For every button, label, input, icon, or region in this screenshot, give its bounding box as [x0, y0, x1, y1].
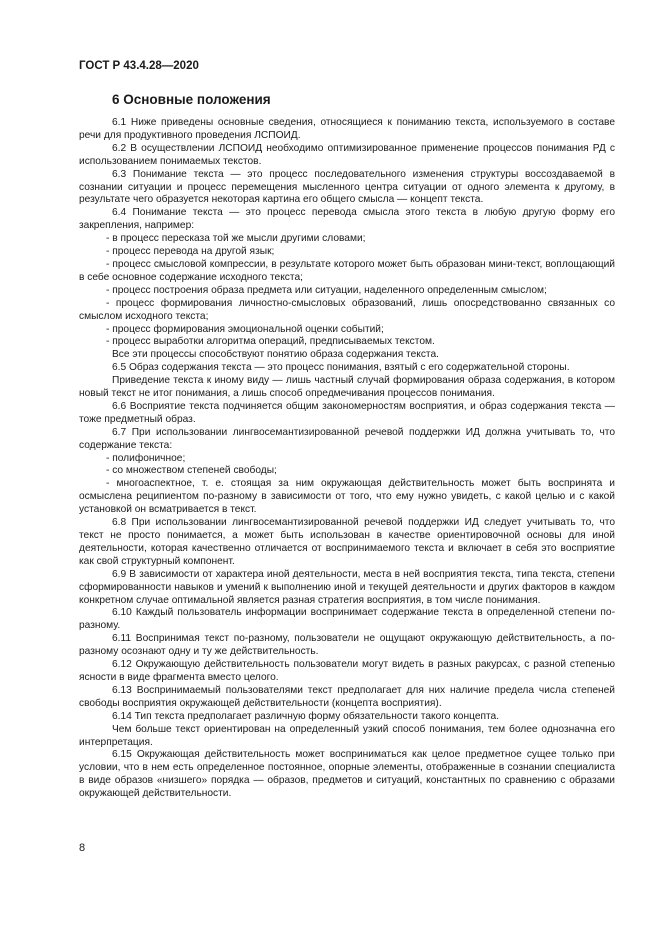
paragraph: Чем больше текст ориентирован на определенный узкий способ понимания, тем более однозначна его интерпретация. — [79, 723, 615, 748]
list-item: - в процесс пересказа той же мысли другими словами; — [106, 233, 366, 245]
paragraph: 6.14 Тип текста предполагает различную форму обязательности такого концепта. — [112, 710, 500, 722]
paragraph: 6.3 Понимание текста — это процесс последовательного изменения структуры воссоздаваемой в сознании ситуации и процесс перемещения мысленного центра ситуации от одного элемента к другому, в результате чего образуется некоторая картина его общего смысла — концепт текста. — [79, 168, 615, 206]
paragraph: 6.4 Понимание текста — это процесс перевода смысла этого текста в любую другую форму его закрепления, например: — [79, 207, 615, 232]
list-item: - со множеством степеней свободы; — [106, 465, 277, 477]
paragraph: 6.2 В осуществлении ЛСПОИД необходимо оптимизированное применение процессов понимания РД с использованием понимаемых текстов. — [79, 142, 615, 167]
paragraph: 6.11 Воспринимая текст по-разному, пользователи не ощущают окружающую действительность, а по-разному осознают одну и ту же действительность. — [79, 633, 615, 658]
list-item: - процесс выработки алгоритма операций, предписываемых текстом. — [106, 336, 435, 348]
document-header: ГОСТ Р 43.4.28—2020 — [79, 60, 199, 72]
paragraph: 6.8 При использовании лингвосемантизированной речевой поддержки ИД следует учитывать то, что текст не просто понимается, а может быть использован в качестве ориентировочной основы для иной деятельности, которая качественно отличается от воспринимаемого текста и включает в себя это восприятие как свой структурный компонент. — [79, 517, 615, 567]
paragraph: 6.10 Каждый пользователь информации воспринимает содержание текста в определенной степени по-разному. — [79, 607, 615, 632]
paragraph: 6.1 Ниже приведены основные сведения, относящиеся к пониманию текста, используемого в составе речи для продуктивного проведения ЛСПОИД. — [79, 117, 615, 141]
paragraph: 6.12 Окружающую действительность пользователи могут видеть в разных ракурсах, с разной степенью ясности в виде фрагмента вместо целого. — [79, 659, 615, 683]
list-item: - процесс формирования личностно-смысловых образований, лишь опосредствованно связанных со смыслом исходного текста; — [79, 297, 615, 322]
list-item: - полифоничное; — [106, 452, 186, 464]
paragraph: 6.15 Окружающая действительность может восприниматься как целое предметное сущее только при условии, что в нем есть определенное постоянное, опорные элементы, отображенные в сознании специалиста в виде образов «низшего» порядка — образов, предметов и ситуаций, константных по сравнению с образами окружающей действительности. — [79, 749, 615, 800]
list-item: - процесс смысловой компрессии, в результате которого может быть образован мини-текст, воплощающий в себе основное содержание исходного текста; — [79, 258, 615, 283]
paragraph: 6.5 Образ содержания текста — это процесс понимания, взятый с его содержательной стороны. — [112, 362, 570, 374]
section-title: 6 Основные положения — [112, 92, 271, 107]
paragraph: Все эти процессы способствуют понятию образа содержания текста. — [112, 349, 439, 361]
list-item: - многоаспектное, т. е. стоящая за ним окружающая действительность может быть воспринята и осмыслена реципиентом по-разному в зависимости от того, что ему нужно увидеть, с какой целью и с какой установкой он всматривается в текст. — [79, 478, 615, 516]
paragraph: 6.7 При использовании лингвосемантизированной речевой поддержки ИД должна учитывать то, что содержание текста: — [79, 426, 615, 451]
paragraph: 6.9 В зависимости от характера иной деятельности, места в ней восприятия текста, типа текста, степени сформированности навыков и умений к выполнению иной и текущей деятельности и других факторов в каждом конкретном случае оптимальной является разная стратегия восприятия, в том числе понимания. — [79, 568, 615, 606]
section-body — [79, 117, 615, 801]
list-item: - процесс построения образа предмета или ситуации, наделенного определенным смыслом; — [106, 284, 547, 296]
paragraph: Приведение текста к иному виду — лишь частный случай формирования образа содержания, в котором новый текст не итог понимания, а лишь способ опредмечивания процессов понимания. — [79, 375, 615, 400]
list-item: - процесс формирования эмоциональной оценки событий; — [106, 323, 384, 335]
list-item: - процесс перевода на другой язык; — [106, 246, 275, 258]
paragraph: 6.13 Воспринимаемый пользователями текст предполагает для них наличие предела числа степеней свободы восприятия окружающей действительности (концепта восприятия). — [79, 684, 615, 709]
page-number: 8 — [79, 842, 86, 854]
paragraph: 6.6 Восприятие текста подчиняется общим закономерностям восприятия, и образ содержания текста — тоже предметный образ. — [79, 400, 615, 425]
